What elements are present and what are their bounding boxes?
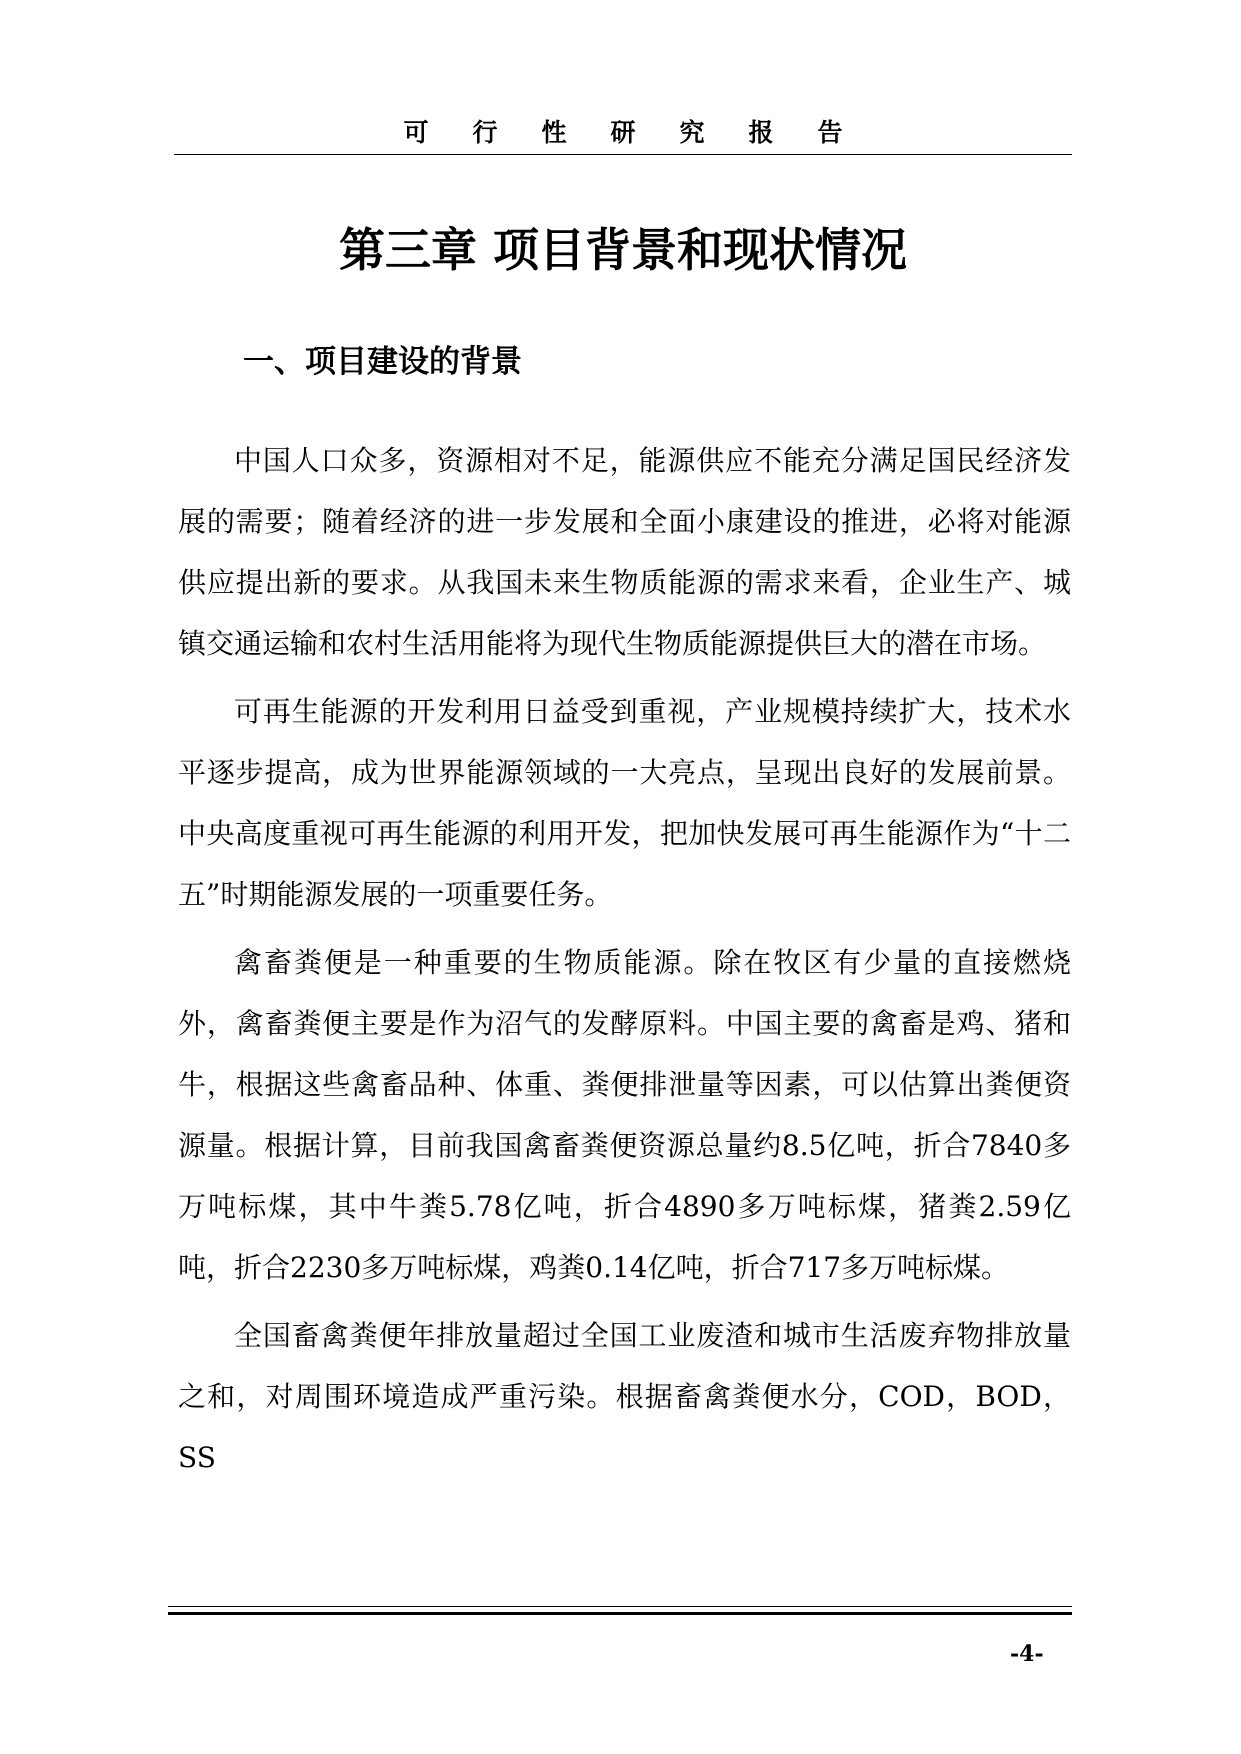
paragraph: 禽畜粪便是一种重要的生物质能源。除在牧区有少量的直接燃烧外，禽畜粪便主要是作为沼气的发酵原料。中国主要的禽畜是鸡、猪和牛，根据这些禽畜品种、体重、粪便排泄量等因素，可以估算出粪便资源量。根据计算，目前我国禽畜粪便资源总量约8.5亿吨，折合7840多万吨标煤，其中牛粪5.78亿吨，折合4890多万吨标煤，猪粪2.59亿吨，折合2230多万吨标煤，鸡粪0.14亿吨，折合717多万吨标煤。 [178,946,1071,1284]
paragraph: 中国人口众多，资源相对不足，能源供应不能充分满足国民经济发展的需要；随着经济的进一步发展和全面小康建设的推进，必将对能源供应提出新的要求。从我国未来生物质能源的需求来看，企业生产、城镇交通运输和农村生活用能将为现代生物质能源提供巨大的潜在市场。 [178,444,1071,660]
body-text [178,430,1071,1495]
footer-rule-thick [168,1612,1072,1615]
header-rule [174,154,1072,155]
section-heading: 一、项目建设的背景 [243,344,522,380]
page-number: -4- [1010,1641,1044,1667]
paragraph: 全国畜禽粪便年排放量超过全国工业废渣和城市生活废弃物排放量之和，对周围环境造成严重污染。根据畜禽粪便水分，COD，BOD，SS [178,1319,1071,1474]
chapter-title: 第三章 项目背景和现状情况 [338,223,907,277]
paragraph: 可再生能源的开发利用日益受到重视，产业规模持续扩大，技术水平逐步提高，成为世界能源领域的一大亮点，呈现出良好的发展前景。中央高度重视可再生能源的利用开发，把加快发展可再生能源作为“十二五”时期能源发展的一项重要任务。 [178,695,1071,911]
running-header: 可行性研究报告 [403,118,887,147]
footer-rule-thin [168,1606,1072,1607]
